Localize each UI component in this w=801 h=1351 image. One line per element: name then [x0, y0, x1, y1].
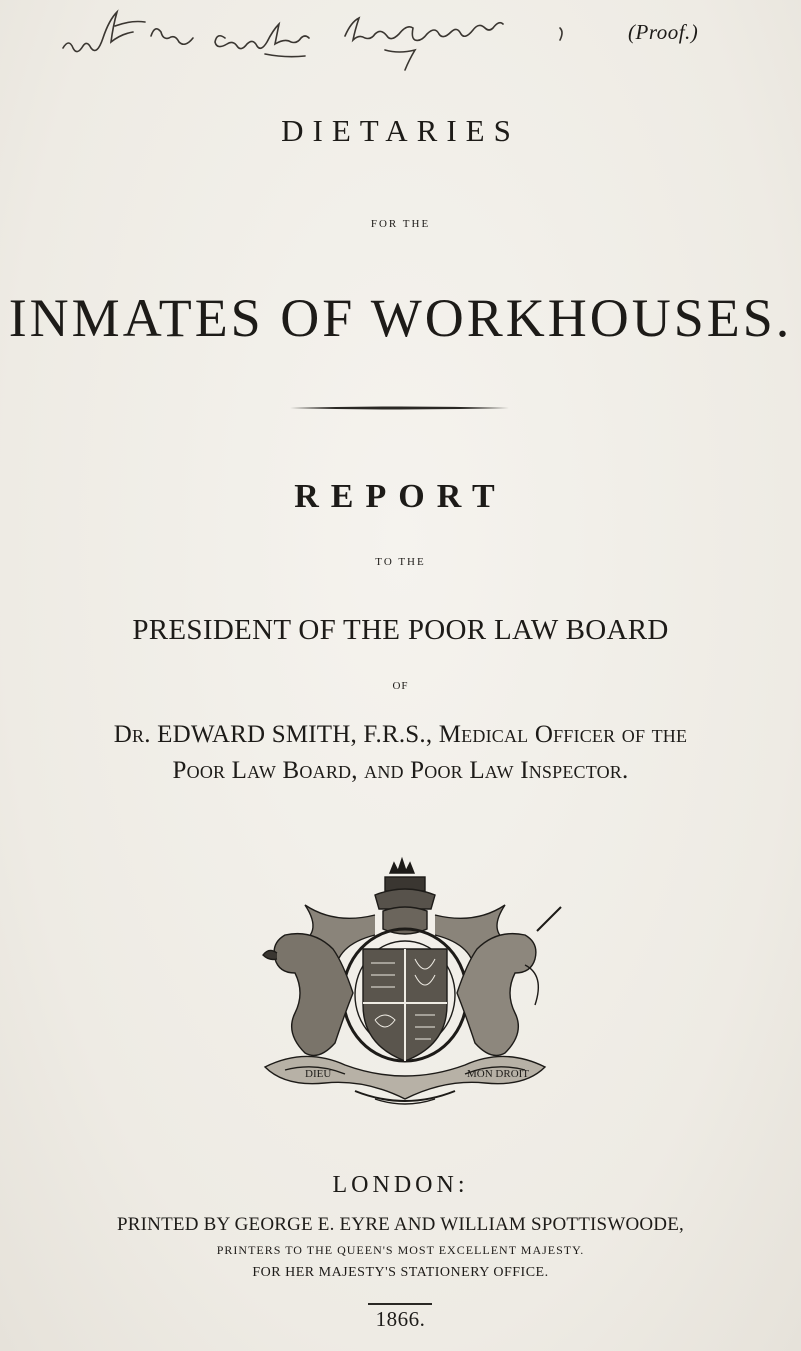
title-inmates: INMATES OF WORKHOUSES. — [8, 288, 793, 348]
report-to-the: TO THE — [375, 556, 426, 568]
handwritten-annotation — [55, 6, 655, 76]
imprint-year: 1866. — [375, 1307, 426, 1331]
royal-coat-of-arms-icon — [225, 855, 585, 1115]
decorative-rule — [290, 406, 510, 410]
imprint-printers-to: PRINTERS TO THE QUEEN'S MOST EXCELLENT MAJESTY. — [216, 1243, 585, 1257]
motto-left: DIEU — [305, 1068, 332, 1080]
report-heading: REPORT — [294, 478, 507, 515]
author-line-1: Dr. EDWARD SMITH, F.R.S., Medical Officer of the — [113, 721, 688, 748]
imprint-for-her: FOR HER MAJESTY'S STATIONERY OFFICE. — [252, 1265, 549, 1280]
imprint-london: LONDON: — [332, 1172, 469, 1198]
report-of: OF — [392, 680, 409, 692]
year-rule — [368, 1303, 432, 1305]
author-line-2: Poor Law Board, and Poor Law Inspector. — [172, 757, 629, 784]
title-for-the: FOR THE — [370, 218, 431, 230]
report-president: PRESIDENT OF THE POOR LAW BOARD — [132, 614, 669, 646]
imprint-printed-by: PRINTED BY GEORGE E. EYRE AND WILLIAM SPOTTISWOODE, — [117, 1214, 684, 1235]
title-dietaries: DIETARIES — [281, 113, 520, 148]
proof-mark: (Proof.) — [628, 20, 699, 44]
motto-right: MON DROIT — [467, 1068, 530, 1080]
